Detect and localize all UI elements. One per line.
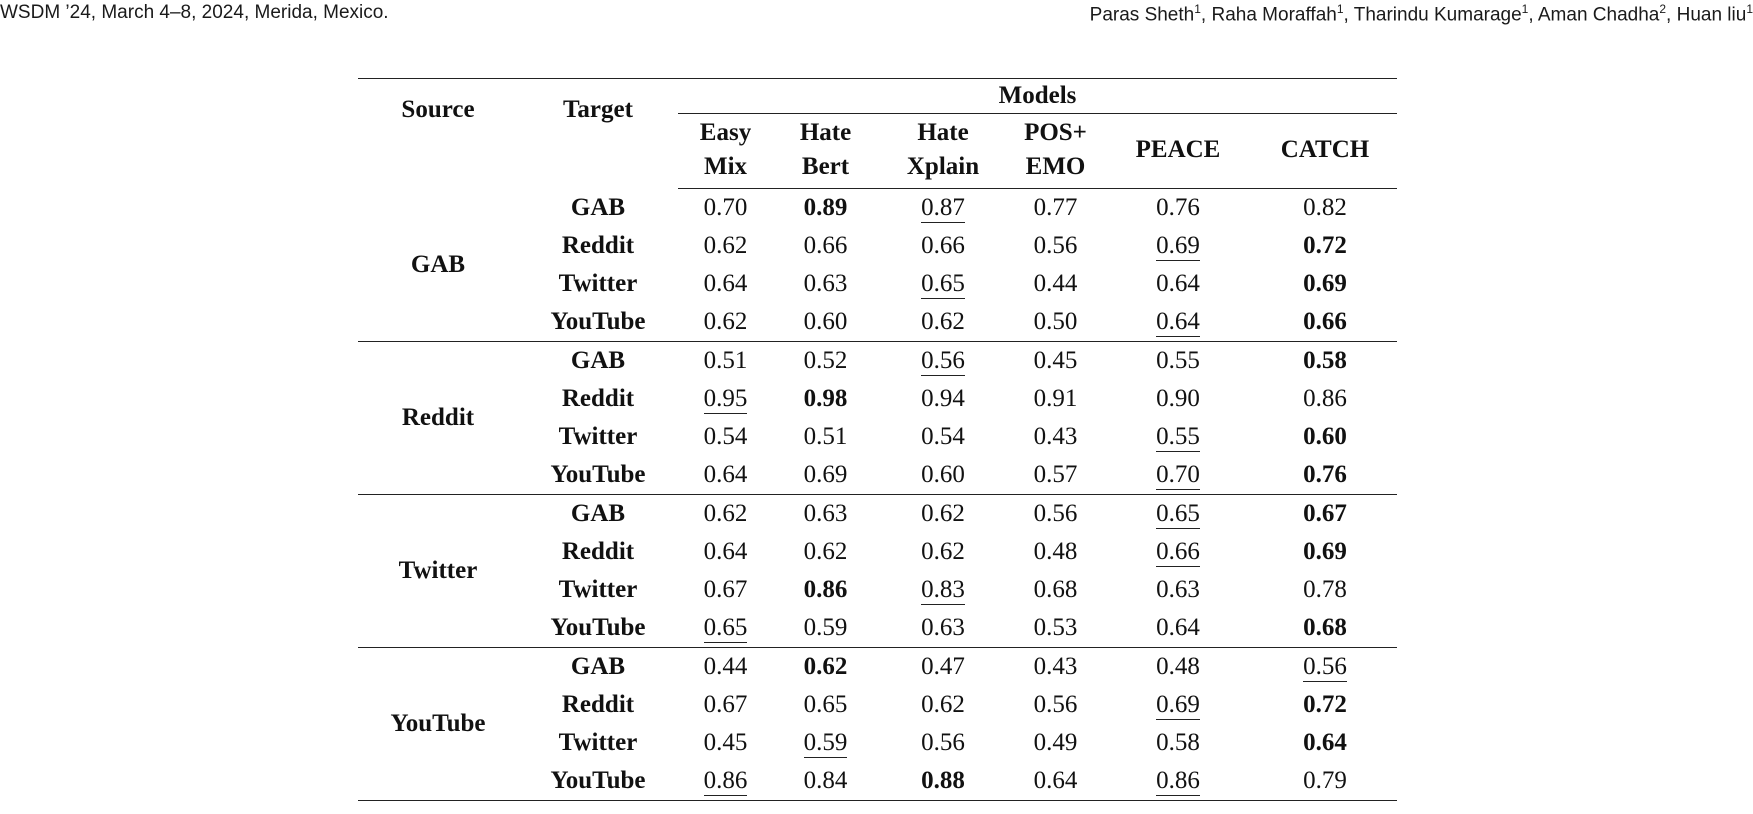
value-cell (1253, 648, 1397, 687)
value-text: 0.88 (921, 767, 965, 794)
results-table (358, 78, 1397, 801)
author-affiliation: 1 (1194, 2, 1201, 16)
value-text: 0.59 (803, 729, 848, 756)
value-cell (678, 380, 773, 418)
value-text: 0.47 (921, 653, 965, 680)
target-cell: Twitter (558, 423, 638, 450)
value-cell (878, 227, 1008, 265)
value-text: 0.50 (1033, 308, 1078, 335)
value-cell (678, 342, 773, 381)
value-text: 0.95 (703, 385, 748, 412)
value-text: 0.63 (921, 614, 965, 641)
value-text: 0.54 (921, 423, 965, 450)
value-text: 0.66 (1156, 538, 1200, 565)
value-cell (1008, 609, 1103, 648)
value-cell (1253, 227, 1397, 265)
value-text: 0.60 (803, 308, 848, 335)
header-model-line1: PEACE (1135, 136, 1221, 163)
target-cell: Twitter (558, 576, 638, 603)
header-model (773, 114, 878, 189)
header-model (878, 114, 1008, 189)
value-text: 0.69 (1156, 691, 1200, 718)
header-model-line2: Mix (703, 153, 748, 180)
target-cell: Reddit (561, 232, 635, 259)
value-text: 0.59 (803, 614, 848, 641)
value-text: 0.45 (703, 729, 748, 756)
table-row (358, 342, 1397, 381)
target-cell: GAB (570, 193, 626, 221)
author-affiliation: 1 (1746, 2, 1753, 16)
value-cell (678, 303, 773, 342)
value-cell (1253, 418, 1397, 456)
header-model-line2: Bert (801, 153, 850, 180)
value-cell (773, 342, 878, 381)
value-cell (773, 380, 878, 418)
value-cell (1253, 456, 1397, 495)
value-cell (878, 342, 1008, 381)
value-cell (678, 609, 773, 648)
value-cell (1103, 418, 1253, 456)
value-text: 0.90 (1156, 385, 1200, 412)
value-text: 0.64 (1033, 767, 1078, 794)
value-cell (1253, 189, 1397, 228)
value-cell (1253, 762, 1397, 801)
header-model (1008, 114, 1103, 189)
value-cell (773, 303, 878, 342)
value-cell (678, 648, 773, 687)
value-cell (1253, 495, 1397, 534)
value-text: 0.72 (1303, 232, 1347, 259)
value-text: 0.72 (1303, 691, 1347, 718)
value-cell (773, 418, 878, 456)
value-text: 0.43 (1033, 653, 1078, 680)
target-cell: Twitter (558, 729, 638, 756)
value-text: 0.64 (1303, 729, 1347, 756)
value-cell (773, 533, 878, 571)
value-cell (878, 648, 1008, 687)
value-cell (1253, 724, 1397, 762)
value-text: 0.82 (1303, 194, 1347, 221)
value-cell (878, 418, 1008, 456)
header-models-group: Models (678, 79, 1397, 114)
value-text: 0.70 (703, 194, 748, 221)
value-text: 0.56 (921, 347, 965, 374)
value-cell (878, 762, 1008, 801)
header-target: Target (563, 96, 633, 123)
value-cell (1103, 456, 1253, 495)
value-cell (773, 609, 878, 648)
value-text: 0.86 (803, 576, 848, 603)
value-cell (1008, 533, 1103, 571)
value-text: 0.91 (1033, 385, 1078, 412)
value-text: 0.62 (703, 308, 748, 335)
author-name: Tharindu Kumarage (1353, 4, 1522, 26)
target-cell: YouTube (550, 461, 646, 488)
value-cell (1103, 724, 1253, 762)
value-cell (1103, 380, 1253, 418)
value-cell (1253, 342, 1397, 381)
header-model-line1: POS+ (1024, 119, 1087, 146)
value-cell (678, 533, 773, 571)
author-affiliation: 1 (1521, 2, 1529, 16)
value-text: 0.56 (1033, 232, 1078, 259)
value-text: 0.64 (1156, 614, 1200, 641)
value-text: 0.56 (1303, 653, 1347, 680)
value-cell (773, 686, 878, 724)
value-text: 0.84 (803, 767, 848, 794)
value-text: 0.86 (1303, 385, 1347, 412)
value-cell (878, 724, 1008, 762)
value-text: 0.68 (1033, 576, 1078, 603)
value-text: 0.64 (1156, 308, 1200, 335)
source-cell: YouTube (358, 648, 518, 801)
value-cell (878, 380, 1008, 418)
value-text: 0.51 (803, 423, 848, 450)
value-cell (1008, 686, 1103, 724)
value-text: 0.62 (703, 500, 748, 527)
value-text: 0.67 (703, 576, 748, 603)
header-model-line1: Hate (917, 119, 969, 146)
value-cell (1103, 265, 1253, 303)
header-model-line1: CATCH (1280, 136, 1370, 163)
value-text: 0.64 (703, 270, 748, 297)
value-cell (1008, 265, 1103, 303)
value-cell (1008, 303, 1103, 342)
author-name: Huan liu (1676, 4, 1747, 26)
value-text: 0.65 (921, 270, 965, 297)
author-name: Paras Sheth (1089, 4, 1195, 26)
value-text: 0.55 (1156, 423, 1200, 450)
target-cell: GAB (518, 648, 678, 687)
value-cell (773, 265, 878, 303)
value-cell (773, 571, 878, 609)
value-cell (878, 303, 1008, 342)
value-cell (1103, 686, 1253, 724)
value-text: 0.52 (803, 347, 848, 374)
value-cell (1253, 265, 1397, 303)
header-model-line1: Hate (799, 119, 852, 146)
value-cell (1008, 380, 1103, 418)
value-text: 0.54 (703, 423, 748, 450)
value-cell (1008, 724, 1103, 762)
value-text: 0.63 (803, 270, 848, 297)
value-cell (1103, 571, 1253, 609)
target-cell: YouTube (518, 762, 678, 801)
value-cell (1253, 571, 1397, 609)
value-text: 0.94 (921, 385, 965, 412)
value-text: 0.67 (1303, 500, 1347, 527)
value-text: 0.55 (1156, 347, 1200, 374)
value-text: 0.70 (1156, 461, 1200, 488)
header-model-line2: Xplain (906, 153, 980, 180)
value-text: 0.79 (1303, 767, 1347, 794)
value-cell (773, 724, 878, 762)
header-model-line1: Easy (699, 119, 752, 146)
value-cell (1103, 495, 1253, 534)
value-text: 0.98 (803, 385, 848, 412)
value-text: 0.48 (1156, 653, 1200, 680)
target-cell: Twitter (558, 270, 638, 297)
value-cell (773, 648, 878, 687)
value-text: 0.69 (1303, 538, 1347, 565)
value-cell (1008, 495, 1103, 534)
value-text: 0.86 (1156, 767, 1200, 794)
value-cell (1103, 189, 1253, 228)
value-cell (678, 456, 773, 495)
value-cell (1103, 533, 1253, 571)
table-row (358, 648, 1397, 687)
value-cell (678, 686, 773, 724)
value-cell (773, 495, 878, 534)
value-text: 0.45 (1033, 347, 1078, 374)
value-text: 0.67 (703, 691, 748, 718)
value-text: 0.63 (803, 500, 848, 527)
value-text: 0.64 (703, 538, 748, 565)
value-text: 0.44 (1033, 270, 1078, 297)
value-text: 0.49 (1033, 729, 1078, 756)
value-text: 0.48 (1033, 538, 1078, 565)
value-text: 0.87 (921, 194, 965, 221)
author-name: Aman Chadha (1537, 4, 1660, 26)
value-text: 0.62 (921, 308, 965, 335)
header-model (1253, 114, 1397, 189)
value-cell (1008, 762, 1103, 801)
target-cell: YouTube (550, 614, 646, 641)
value-cell (1103, 609, 1253, 648)
value-text: 0.69 (1156, 232, 1200, 259)
running-header-authors: Paras Sheth$^1$, Raha Moraffah$^1$, Tharindu Kumarage$^1$, Aman Chadha$^2$, Huan liu$^1$ (1089, 2, 1753, 26)
value-cell (1103, 342, 1253, 381)
value-cell (678, 495, 773, 534)
value-text: 0.62 (921, 538, 965, 565)
value-cell (878, 571, 1008, 609)
value-text: 0.76 (1303, 461, 1347, 488)
value-text: 0.63 (1156, 576, 1200, 603)
value-cell (678, 265, 773, 303)
value-text: 0.89 (803, 194, 848, 221)
author-name: Raha Moraffah (1211, 4, 1337, 26)
header-source: Source (401, 96, 475, 123)
value-cell (878, 265, 1008, 303)
value-text: 0.68 (1303, 614, 1347, 641)
target-cell: GAB (518, 495, 678, 534)
value-cell (678, 571, 773, 609)
value-text: 0.64 (1156, 270, 1200, 297)
value-text: 0.56 (921, 729, 965, 756)
source-cell: Reddit (358, 342, 518, 495)
value-text: 0.65 (1156, 500, 1200, 527)
value-cell (1253, 303, 1397, 342)
table-row (358, 495, 1397, 534)
header-model (1103, 114, 1253, 189)
value-cell (878, 495, 1008, 534)
value-text: 0.66 (921, 232, 965, 259)
value-text: 0.62 (921, 691, 965, 718)
value-text: 0.62 (921, 500, 965, 527)
running-header-venue: WSDM ’24, March 4–8, 2024, Merida, Mexico. (0, 2, 389, 23)
value-text: 0.66 (803, 232, 848, 259)
value-cell (1103, 303, 1253, 342)
value-text: 0.58 (1303, 347, 1347, 374)
value-cell (878, 456, 1008, 495)
target-cell: Reddit (561, 385, 635, 412)
value-text: 0.65 (803, 691, 848, 718)
value-text: 0.62 (703, 232, 748, 259)
value-text: 0.58 (1156, 729, 1200, 756)
value-cell (1253, 380, 1397, 418)
value-text: 0.83 (921, 576, 965, 603)
value-text: 0.56 (1033, 500, 1078, 527)
value-text: 0.69 (1303, 270, 1347, 297)
value-cell (1253, 686, 1397, 724)
author-affiliation: 2 (1659, 2, 1667, 16)
header-model-line2: EMO (1025, 153, 1086, 180)
value-text: 0.65 (703, 614, 748, 641)
value-cell (1008, 189, 1103, 228)
value-cell (1008, 342, 1103, 381)
value-cell (1008, 418, 1103, 456)
value-cell (878, 189, 1008, 228)
value-text: 0.86 (703, 767, 748, 794)
value-text: 0.60 (1303, 423, 1347, 450)
value-text: 0.43 (1033, 423, 1078, 450)
value-cell (678, 418, 773, 456)
value-cell (1008, 648, 1103, 687)
value-text: 0.69 (803, 461, 848, 488)
value-text: 0.78 (1303, 576, 1347, 603)
value-text: 0.44 (703, 653, 748, 680)
target-cell: Reddit (561, 538, 635, 565)
table-row (358, 189, 1397, 228)
value-text: 0.64 (703, 461, 748, 488)
value-cell (773, 227, 878, 265)
value-cell (1008, 227, 1103, 265)
value-cell (1253, 609, 1397, 648)
target-cell: GAB (518, 342, 678, 381)
source-cell: Twitter (358, 495, 518, 648)
value-text: 0.60 (921, 461, 965, 488)
value-cell (678, 724, 773, 762)
value-cell (1103, 227, 1253, 265)
target-cell: YouTube (550, 308, 646, 335)
value-cell (678, 189, 773, 228)
value-cell (678, 762, 773, 801)
value-cell (773, 189, 878, 228)
value-text: 0.53 (1033, 614, 1078, 641)
value-cell (773, 456, 878, 495)
value-text: 0.51 (703, 347, 748, 374)
target-cell: Reddit (561, 691, 635, 718)
value-cell (1253, 533, 1397, 571)
value-text: 0.57 (1033, 461, 1078, 488)
value-text: 0.66 (1303, 308, 1347, 335)
value-text: 0.76 (1156, 194, 1200, 221)
value-cell (1103, 762, 1253, 801)
value-text: 0.62 (803, 538, 848, 565)
value-cell (878, 609, 1008, 648)
value-cell (878, 533, 1008, 571)
source-cell: GAB (410, 250, 466, 278)
value-cell (878, 686, 1008, 724)
value-cell (678, 227, 773, 265)
value-text: 0.56 (1033, 691, 1078, 718)
author-affiliation: 1 (1336, 2, 1344, 16)
value-cell (1103, 648, 1253, 687)
value-cell (1008, 456, 1103, 495)
value-text: 0.77 (1033, 194, 1078, 221)
header-model (678, 114, 773, 189)
value-text: 0.62 (803, 653, 848, 680)
value-cell (1008, 571, 1103, 609)
value-cell (773, 762, 878, 801)
